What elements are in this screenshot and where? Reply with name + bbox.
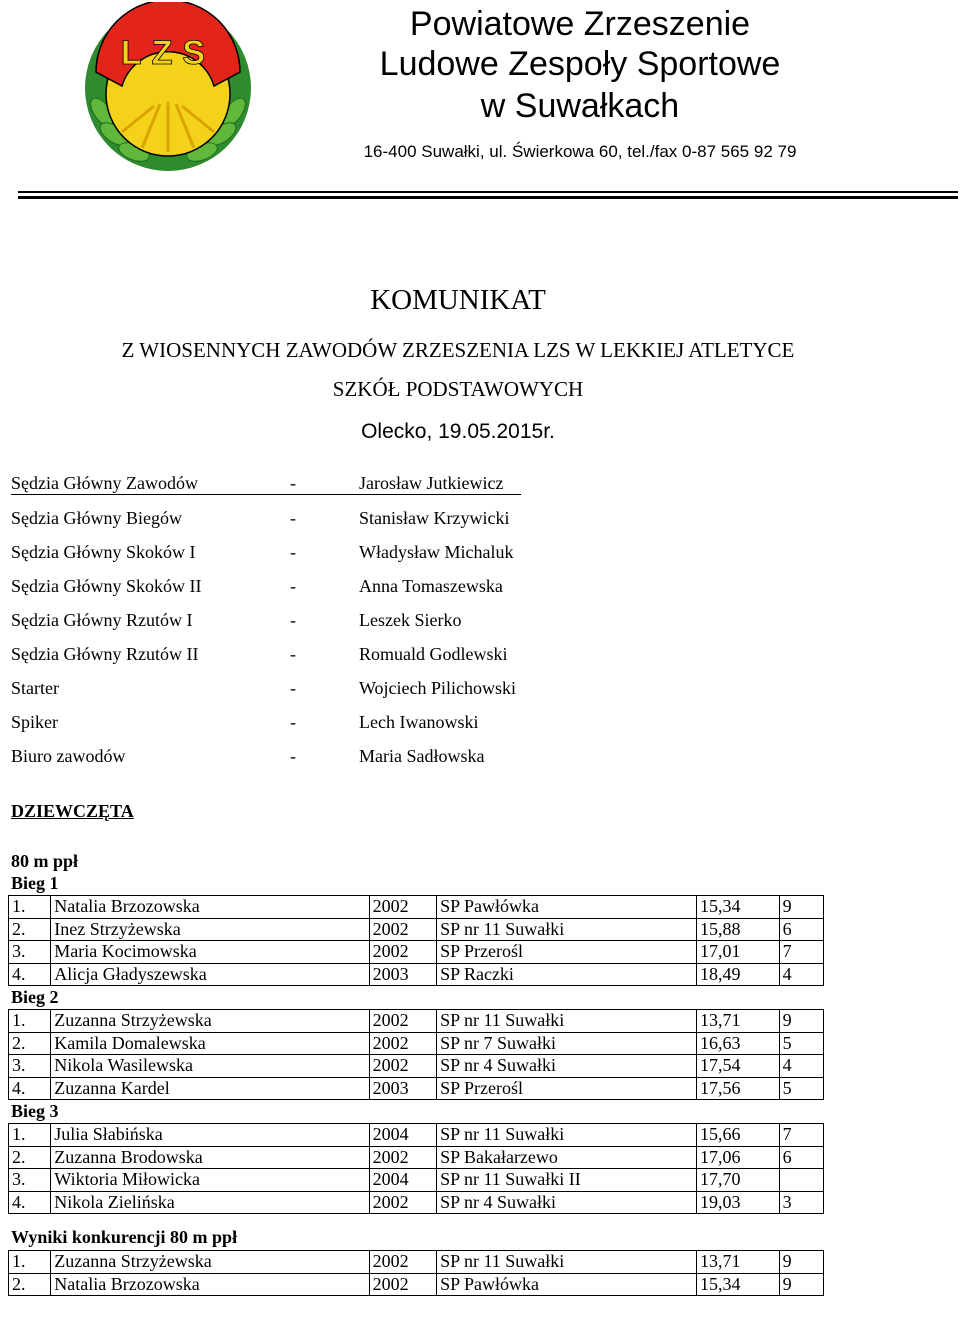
- school-cell: SP nr 11 Suwałki II: [437, 1169, 697, 1192]
- logo-text: LZS: [120, 34, 216, 72]
- section-title: DZIEWCZĘTA: [11, 801, 134, 821]
- header-divider-thick: [18, 196, 958, 199]
- birth-year-cell: 2002: [369, 941, 436, 964]
- points-cell: 3: [779, 1191, 823, 1214]
- school-cell: SP nr 11 Suwałki: [437, 1010, 697, 1033]
- official-row: [11, 469, 521, 495]
- official-name: Stanisław Krzywicki: [359, 508, 510, 528]
- table-row: [9, 963, 824, 986]
- points-cell: 4: [779, 963, 823, 986]
- official-role: Sędzia Główny Biegów: [11, 508, 182, 528]
- school-cell: SP Raczki: [437, 963, 697, 986]
- athlete-name-cell: Alicja Gładyszewska: [51, 963, 369, 986]
- place-cell: 4.: [9, 1077, 51, 1100]
- spacer: [8, 1214, 828, 1226]
- birth-year-cell: 2002: [369, 1010, 436, 1033]
- official-dash: -: [290, 542, 296, 562]
- birth-year-cell: 2002: [369, 1251, 436, 1274]
- time-cell: 17,70: [697, 1169, 780, 1192]
- points-cell: 5: [779, 1077, 823, 1100]
- official-name: Jarosław Jutkiewicz: [359, 473, 504, 493]
- time-cell: 15,34: [697, 1273, 780, 1296]
- heat-label: Bieg 2: [11, 987, 59, 1007]
- officials-list: [11, 469, 521, 776]
- official-row: [11, 572, 521, 606]
- table-row: [9, 1146, 824, 1169]
- place-cell: 4.: [9, 1191, 51, 1214]
- birth-year-cell: 2003: [369, 963, 436, 986]
- official-row: [11, 504, 521, 538]
- athlete-name-cell: Inez Strzyżewska: [51, 918, 369, 941]
- document-date: Olecko, 19.05.2015r.: [361, 420, 555, 443]
- event-title: 80 m ppł: [11, 851, 79, 871]
- official-name: Romuald Godlewski: [359, 644, 508, 664]
- official-row: [11, 742, 521, 776]
- points-cell: 5: [779, 1032, 823, 1055]
- points-cell: 7: [779, 941, 823, 964]
- place-cell: 3.: [9, 1169, 51, 1192]
- athlete-name-cell: Julia Słabińska: [51, 1124, 369, 1147]
- official-row: [11, 674, 521, 708]
- heat-label: Bieg 3: [11, 1101, 59, 1121]
- official-name: Anna Tomaszewska: [359, 576, 503, 596]
- birth-year-cell: 2002: [369, 1055, 436, 1078]
- time-cell: 15,66: [697, 1124, 780, 1147]
- birth-year-cell: 2002: [369, 1273, 436, 1296]
- school-cell: SP Przerośl: [437, 1077, 697, 1100]
- table-row: [9, 1055, 824, 1078]
- time-cell: 13,71: [697, 1251, 780, 1274]
- school-cell: SP nr 11 Suwałki: [437, 918, 697, 941]
- official-dash: -: [290, 746, 296, 766]
- table-row: [9, 918, 824, 941]
- athlete-name-cell: Nikola Zielińska: [51, 1191, 369, 1214]
- table-row: [9, 941, 824, 964]
- time-cell: 17,56: [697, 1077, 780, 1100]
- birth-year-cell: 2002: [369, 1146, 436, 1169]
- school-cell: SP Pawłówka: [437, 896, 697, 919]
- points-cell: 6: [779, 1146, 823, 1169]
- table-row: [9, 1032, 824, 1055]
- points-cell: 9: [779, 896, 823, 919]
- official-row: [11, 538, 521, 572]
- birth-year-cell: 2004: [369, 1124, 436, 1147]
- birth-year-cell: 2002: [369, 918, 436, 941]
- athlete-name-cell: Wiktoria Miłowicka: [51, 1169, 369, 1192]
- athlete-name-cell: Natalia Brzozowska: [51, 1273, 369, 1296]
- time-cell: 18,49: [697, 963, 780, 986]
- athlete-name-cell: Zuzanna Brodowska: [51, 1146, 369, 1169]
- table-row: [9, 1077, 824, 1100]
- place-cell: 3.: [9, 1055, 51, 1078]
- time-cell: 15,34: [697, 896, 780, 919]
- header-divider: [18, 191, 958, 193]
- time-cell: 17,06: [697, 1146, 780, 1169]
- time-cell: 16,63: [697, 1032, 780, 1055]
- points-cell: 7: [779, 1124, 823, 1147]
- points-cell: 9: [779, 1010, 823, 1033]
- table-row: [9, 1191, 824, 1214]
- summary-table: [8, 1250, 824, 1296]
- official-role: Sędzia Główny Skoków II: [11, 576, 202, 596]
- heat-table: [8, 1123, 824, 1214]
- place-cell: 1.: [9, 1124, 51, 1147]
- athlete-name-cell: Maria Kocimowska: [51, 941, 369, 964]
- table-row: [9, 1124, 824, 1147]
- table-row: [9, 1169, 824, 1192]
- birth-year-cell: 2004: [369, 1169, 436, 1192]
- school-cell: SP Pawłówka: [437, 1273, 697, 1296]
- table-row: [9, 896, 824, 919]
- birth-year-cell: 2002: [369, 1032, 436, 1055]
- birth-year-cell: 2002: [369, 1191, 436, 1214]
- official-dash: -: [290, 678, 296, 698]
- heat-table: [8, 895, 824, 986]
- athlete-name-cell: Zuzanna Strzyżewska: [51, 1010, 369, 1033]
- points-cell: 4: [779, 1055, 823, 1078]
- athlete-name-cell: Kamila Domalewska: [51, 1032, 369, 1055]
- table-row: [9, 1010, 824, 1033]
- official-name: Maria Sadłowska: [359, 746, 485, 766]
- school-cell: SP Bakałarzewo: [437, 1146, 697, 1169]
- official-row: [11, 640, 521, 674]
- official-row: [11, 606, 521, 640]
- school-cell: SP Przerośl: [437, 941, 697, 964]
- official-dash: -: [290, 473, 296, 493]
- org-name-line1: Powiatowe Zrzeszenie: [409, 5, 751, 43]
- birth-year-cell: 2002: [369, 896, 436, 919]
- place-cell: 1.: [9, 1010, 51, 1033]
- official-dash: -: [290, 576, 296, 596]
- official-name: Wojciech Pilichowski: [359, 678, 517, 698]
- athlete-name-cell: Natalia Brzozowska: [51, 896, 369, 919]
- place-cell: 2.: [9, 918, 51, 941]
- points-cell: 6: [779, 918, 823, 941]
- official-name: Władysław Michaluk: [359, 542, 514, 562]
- table-row: [9, 1273, 824, 1296]
- place-cell: 2.: [9, 1273, 51, 1296]
- points-cell: 9: [779, 1251, 823, 1274]
- heat-label: Bieg 1: [11, 873, 59, 893]
- official-dash: -: [290, 644, 296, 664]
- birth-year-cell: 2003: [369, 1077, 436, 1100]
- points-cell: 9: [779, 1273, 823, 1296]
- time-cell: 13,71: [697, 1010, 780, 1033]
- official-role: Spiker: [11, 712, 58, 732]
- athlete-name-cell: Zuzanna Kardel: [51, 1077, 369, 1100]
- school-cell: SP nr 4 Suwałki: [437, 1191, 697, 1214]
- official-dash: -: [290, 610, 296, 630]
- heat-table: [8, 1009, 824, 1100]
- official-row: [11, 708, 521, 742]
- official-role: Sędzia Główny Skoków I: [11, 542, 196, 562]
- official-role: Sędzia Główny Rzutów I: [11, 610, 193, 630]
- document-title: KOMUNIKAT: [370, 284, 546, 316]
- athlete-name-cell: Nikola Wasilewska: [51, 1055, 369, 1078]
- school-cell: SP nr 7 Suwałki: [437, 1032, 697, 1055]
- document-subtitle: Z WIOSENNYCH ZAWODÓW ZRZESZENIA LZS W LEKKIEJ ATLETYCE: [121, 338, 795, 362]
- official-role: Biuro zawodów: [11, 746, 126, 766]
- place-cell: 2.: [9, 1032, 51, 1055]
- athlete-name-cell: Zuzanna Strzyżewska: [51, 1251, 369, 1274]
- time-cell: 17,01: [697, 941, 780, 964]
- place-cell: 1.: [9, 896, 51, 919]
- place-cell: 4.: [9, 963, 51, 986]
- official-role: Sędzia Główny Zawodów: [11, 473, 198, 493]
- heats: [8, 872, 828, 1214]
- official-name: Leszek Sierko: [359, 610, 462, 630]
- official-dash: -: [290, 508, 296, 528]
- time-cell: 19,03: [697, 1191, 780, 1214]
- time-cell: 17,54: [697, 1055, 780, 1078]
- summary-title: Wyniki konkurencji 80 m ppł: [11, 1227, 238, 1247]
- org-name-line3: w Suwałkach: [480, 87, 680, 125]
- place-cell: 2.: [9, 1146, 51, 1169]
- points-cell: [779, 1169, 823, 1192]
- official-role: Starter: [11, 678, 59, 698]
- org-name-line2: Ludowe Zespoły Sportowe: [379, 45, 781, 83]
- official-dash: -: [290, 712, 296, 732]
- org-address: 16-400 Suwałki, ul. Świerkowa 60, tel./fax 0-87 565 92 79: [363, 142, 797, 161]
- place-cell: 1.: [9, 1251, 51, 1274]
- time-cell: 15,88: [697, 918, 780, 941]
- results: [8, 850, 828, 1296]
- place-cell: 3.: [9, 941, 51, 964]
- school-cell: SP nr 11 Suwałki: [437, 1124, 697, 1147]
- official-role: Sędzia Główny Rzutów II: [11, 644, 199, 664]
- school-cell: SP nr 11 Suwałki: [437, 1251, 697, 1274]
- official-name: Lech Iwanowski: [359, 712, 479, 732]
- table-row: [9, 1251, 824, 1274]
- document-subtitle-2: SZKÓŁ PODSTAWOWYCH: [332, 377, 584, 401]
- school-cell: SP nr 4 Suwałki: [437, 1055, 697, 1078]
- lzs-logo: [82, 2, 254, 174]
